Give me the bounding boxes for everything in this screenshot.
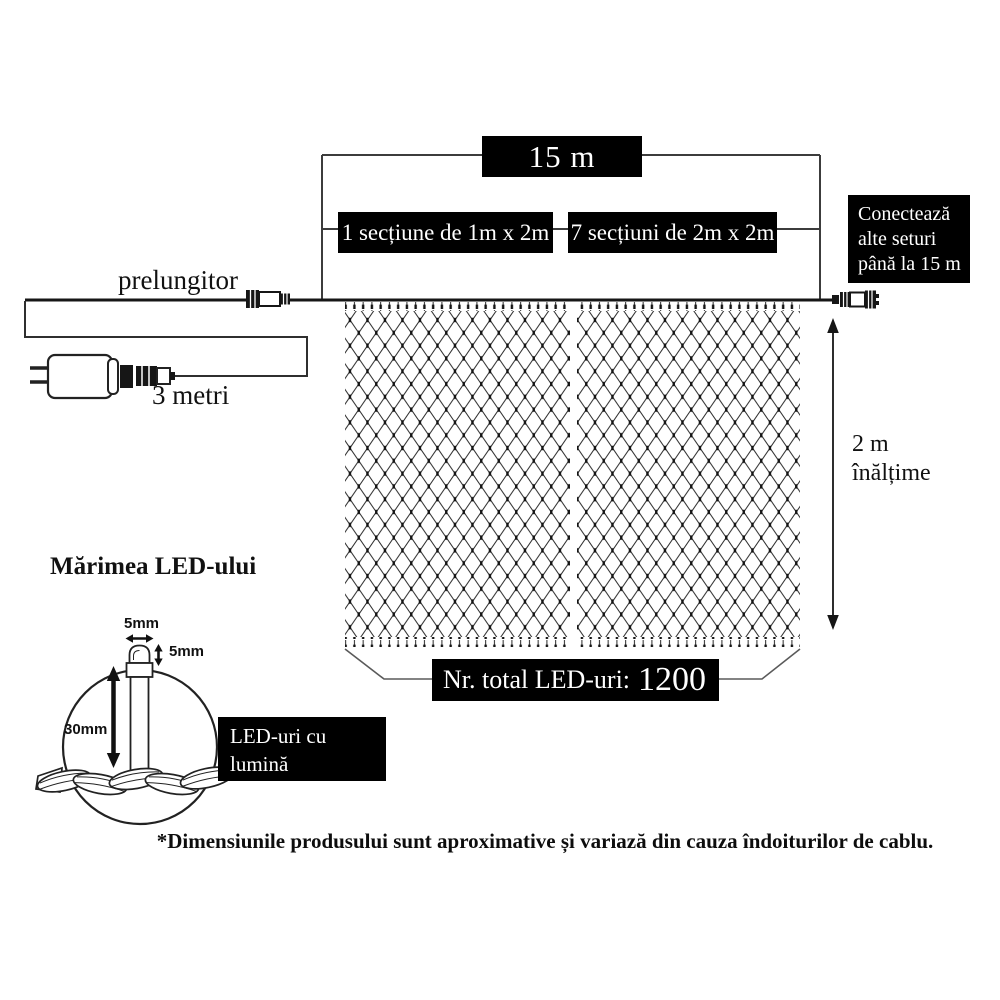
led-width-value: 5mm — [124, 615, 160, 632]
connector-icon-left — [246, 290, 290, 308]
net-height-line-1: 2 m — [852, 431, 889, 457]
net-height-line-2: înălțime — [852, 460, 931, 486]
connect-line-1: Conectează — [858, 203, 951, 225]
cord-length-label: 3 metri — [152, 380, 230, 410]
height-measure-arrow — [827, 318, 839, 630]
total-leds-label-box — [432, 659, 719, 701]
section-seven-label — [568, 212, 777, 253]
bright-leds-label — [218, 717, 386, 804]
connect-line-3: până la 15 m — [858, 253, 961, 275]
bright-leds-line-1: LED-uri cu lumină — [230, 724, 327, 776]
total-width-label — [482, 136, 642, 177]
extension-cord-label: prelungitor — [118, 265, 238, 295]
net-height-label — [852, 430, 931, 488]
section-one-label — [338, 212, 553, 253]
led-length-value: 30mm — [64, 721, 108, 738]
led-size-title: Mărimea LED-ului — [50, 553, 257, 580]
led-tip-height-arrow — [154, 644, 162, 666]
total-leds-value: 1200 — [638, 661, 706, 698]
connect-more-sets-label — [848, 195, 970, 283]
section-one-text: 1 secțiune de 1m x 2m — [341, 219, 550, 245]
dimensions-disclaimer: *Dimensiunile produsului sunt aproximative și variază din cauza îndoiturilor de cablu. — [156, 829, 934, 853]
connect-line-2: alte seturi — [858, 228, 937, 250]
section-seven-text: 7 secțiuni de 2m x 2m — [570, 219, 775, 245]
bright-leds-line-2: puternică — [230, 780, 309, 804]
led-tip-height-value: 5mm — [169, 643, 205, 660]
total-leds-label: Nr. total LED-uri: — [443, 665, 631, 694]
led-width-arrow — [126, 634, 154, 642]
connector-icon-right — [832, 291, 879, 309]
net-mesh-graphic — [345, 302, 800, 647]
led-length-arrow — [107, 666, 120, 768]
total-width-text: 15 m — [528, 138, 596, 174]
